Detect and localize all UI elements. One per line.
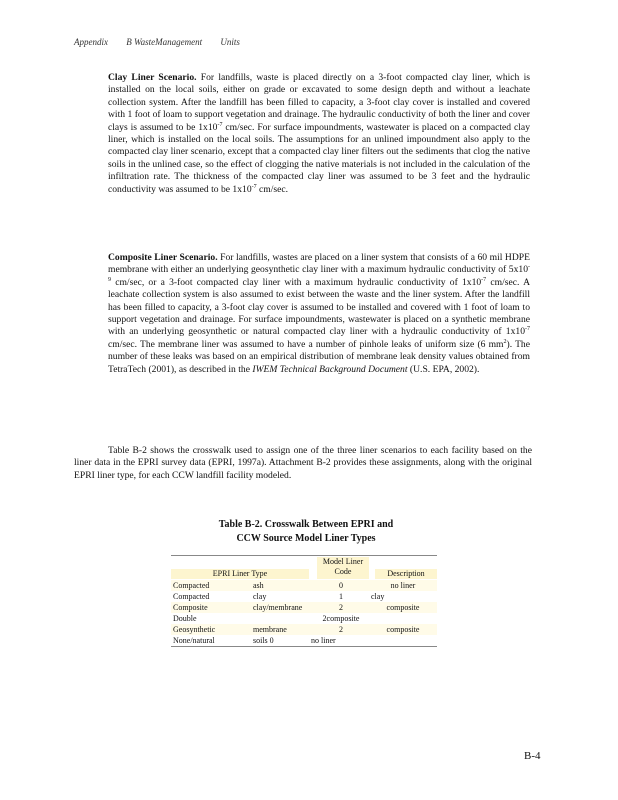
table-row — [171, 602, 437, 613]
body-paragraph: Table B-2 shows the crosswalk used to assign one of the three liner scenarios to each facility based on the liner data in the EPRI survey data (EPRI, 1997a). Attachment B-2 provides these assignments, along with the original EPRI liner type, for each CCW landfill facility modeled. — [74, 445, 532, 481]
running-header — [74, 37, 256, 47]
table-caption — [196, 518, 416, 546]
header-appendix: Appendix — [74, 37, 108, 47]
cell-epri-subtype: clay/membrane — [253, 603, 303, 612]
superscript: -7 — [217, 121, 223, 128]
caption-line: Table B-2. Crosswalk Between EPRI and — [218, 519, 394, 530]
bullet-body: For landfills, wastes are placed on a liner system that consists of a 60 mil HDPE membrane with either an underlying geosynthetic clay liner with a maximum hydraulic conductivity of 5x10 — [108, 252, 530, 276]
bullet-body: cm/sec. — [256, 183, 289, 195]
bullet-text — [108, 252, 530, 376]
superscript: 2 — [503, 338, 507, 345]
table-row — [171, 624, 437, 635]
cell-code: 0 — [339, 581, 343, 590]
document-title: IWEM Technical Background Document — [252, 363, 408, 375]
page-number: B-4 — [524, 750, 541, 762]
bullet-body: ). The number of these leaks was based on an empirical distribution of membrane leak density values obtained from TetraTech (2001), as described in the — [108, 338, 530, 375]
table-row — [171, 580, 437, 591]
cell-description: composite — [386, 603, 420, 612]
table-header-row — [171, 556, 437, 580]
superscript: -7 — [251, 183, 257, 190]
header-epri-liner-type: EPRI Liner Type — [171, 569, 309, 579]
cell-epri-type: Compacted — [173, 592, 210, 601]
cell-code: 2 — [339, 625, 343, 634]
cell-code: 1 — [339, 592, 343, 601]
header-units: Units — [220, 37, 240, 47]
cell-epri-type: Compacted — [173, 581, 210, 590]
table-row — [171, 635, 437, 646]
superscript: -7 — [481, 276, 487, 283]
bullet-composite-liner — [90, 252, 530, 376]
cell-description: composite — [386, 625, 420, 634]
bullet-body: cm/sec. For surface impoundments, wastewater is placed on a compacted clay liner, which is installed on the local soils. The assumptions for an unlined impoundment also apply to the compacted clay liner scenario, except that a compacted clay liner filters out the sediments that clog the native soils in the unlined case, so the effect of clogging the native materials is not included in the calculation of the infiltration rate. The thickness of the compacted clay liner was assumed to be 3 feet and the hydraulic conductivity was assumed to be 1x10 — [108, 121, 530, 195]
cell-epri-subtype: membrane — [253, 625, 287, 634]
caption-line: CCW Source Model Liner Types — [236, 533, 376, 544]
bullet-body: cm/sec. The membrane liner was assumed to have a number of pinhole leaks of uniform size (6 mm — [108, 338, 504, 350]
cell-epri-type: Composite — [173, 603, 208, 612]
bullet-clay-liner — [90, 72, 530, 196]
cell-code: 2 — [339, 603, 343, 612]
bullet-body: cm/sec, or a 3-foot compacted clay liner with a maximum hydraulic conductivity of 1x10 — [111, 276, 482, 288]
table-row — [171, 613, 437, 624]
header-description: Description — [375, 569, 437, 579]
cell-code: 2composite — [322, 614, 360, 623]
superscript: -9 — [108, 264, 530, 283]
cell-epri-type: Double — [173, 614, 197, 623]
header-section: B WasteManagement — [126, 37, 203, 47]
cell-description: no liner — [390, 581, 416, 590]
cell-epri-type: Geosynthetic — [173, 625, 216, 634]
bullet-lead: Clay Liner Scenario. — [108, 72, 197, 83]
bullet-body: For landfills, waste is placed directly on a 3-foot compacted clay liner, which is installed on the local soils, either on grade or excavated to some design depth and without a leachate collection system. After the landfill has been filled to capacity, a 3-foot clay cover is installed and covered with 1 foot of loam to support vegetation and drainage. The hydraulic conductivity of both the liner and cover clays is assumed to be 1x10 — [108, 72, 530, 133]
superscript: -7 — [525, 326, 530, 333]
liner-crosswalk-table — [171, 555, 437, 647]
bullet-body: (U.S. EPA, 2002). — [407, 363, 480, 375]
bullet-body: cm/sec. A leachate collection system is also assumed to exist between the waste and the liner system. After the landfill has been filled to capacity, a 3-foot clay cover is assumed to be installed and covered with 1 foot of loam to support vegetation and drainage. For surface impoundments, wastewater is placed on a synthetic membrane with an underlying geosynthetic or natural compacted clay liner with a hydraulic conductivity of 1x10 — [108, 276, 530, 338]
cell-epri-subtype: clay — [253, 592, 267, 601]
table-row — [171, 591, 437, 602]
bullet-text — [108, 72, 530, 196]
cell-code: no liner — [311, 636, 336, 645]
cell-epri-subtype: soils 0 — [253, 636, 274, 645]
cell-description: clay — [371, 592, 385, 601]
bullet-lead: Composite Liner Scenario. — [108, 252, 218, 263]
cell-epri-type: None/natural — [173, 636, 215, 645]
cell-epri-subtype: ash — [253, 581, 264, 590]
header-model-liner-code: Model Liner Code — [317, 557, 369, 579]
